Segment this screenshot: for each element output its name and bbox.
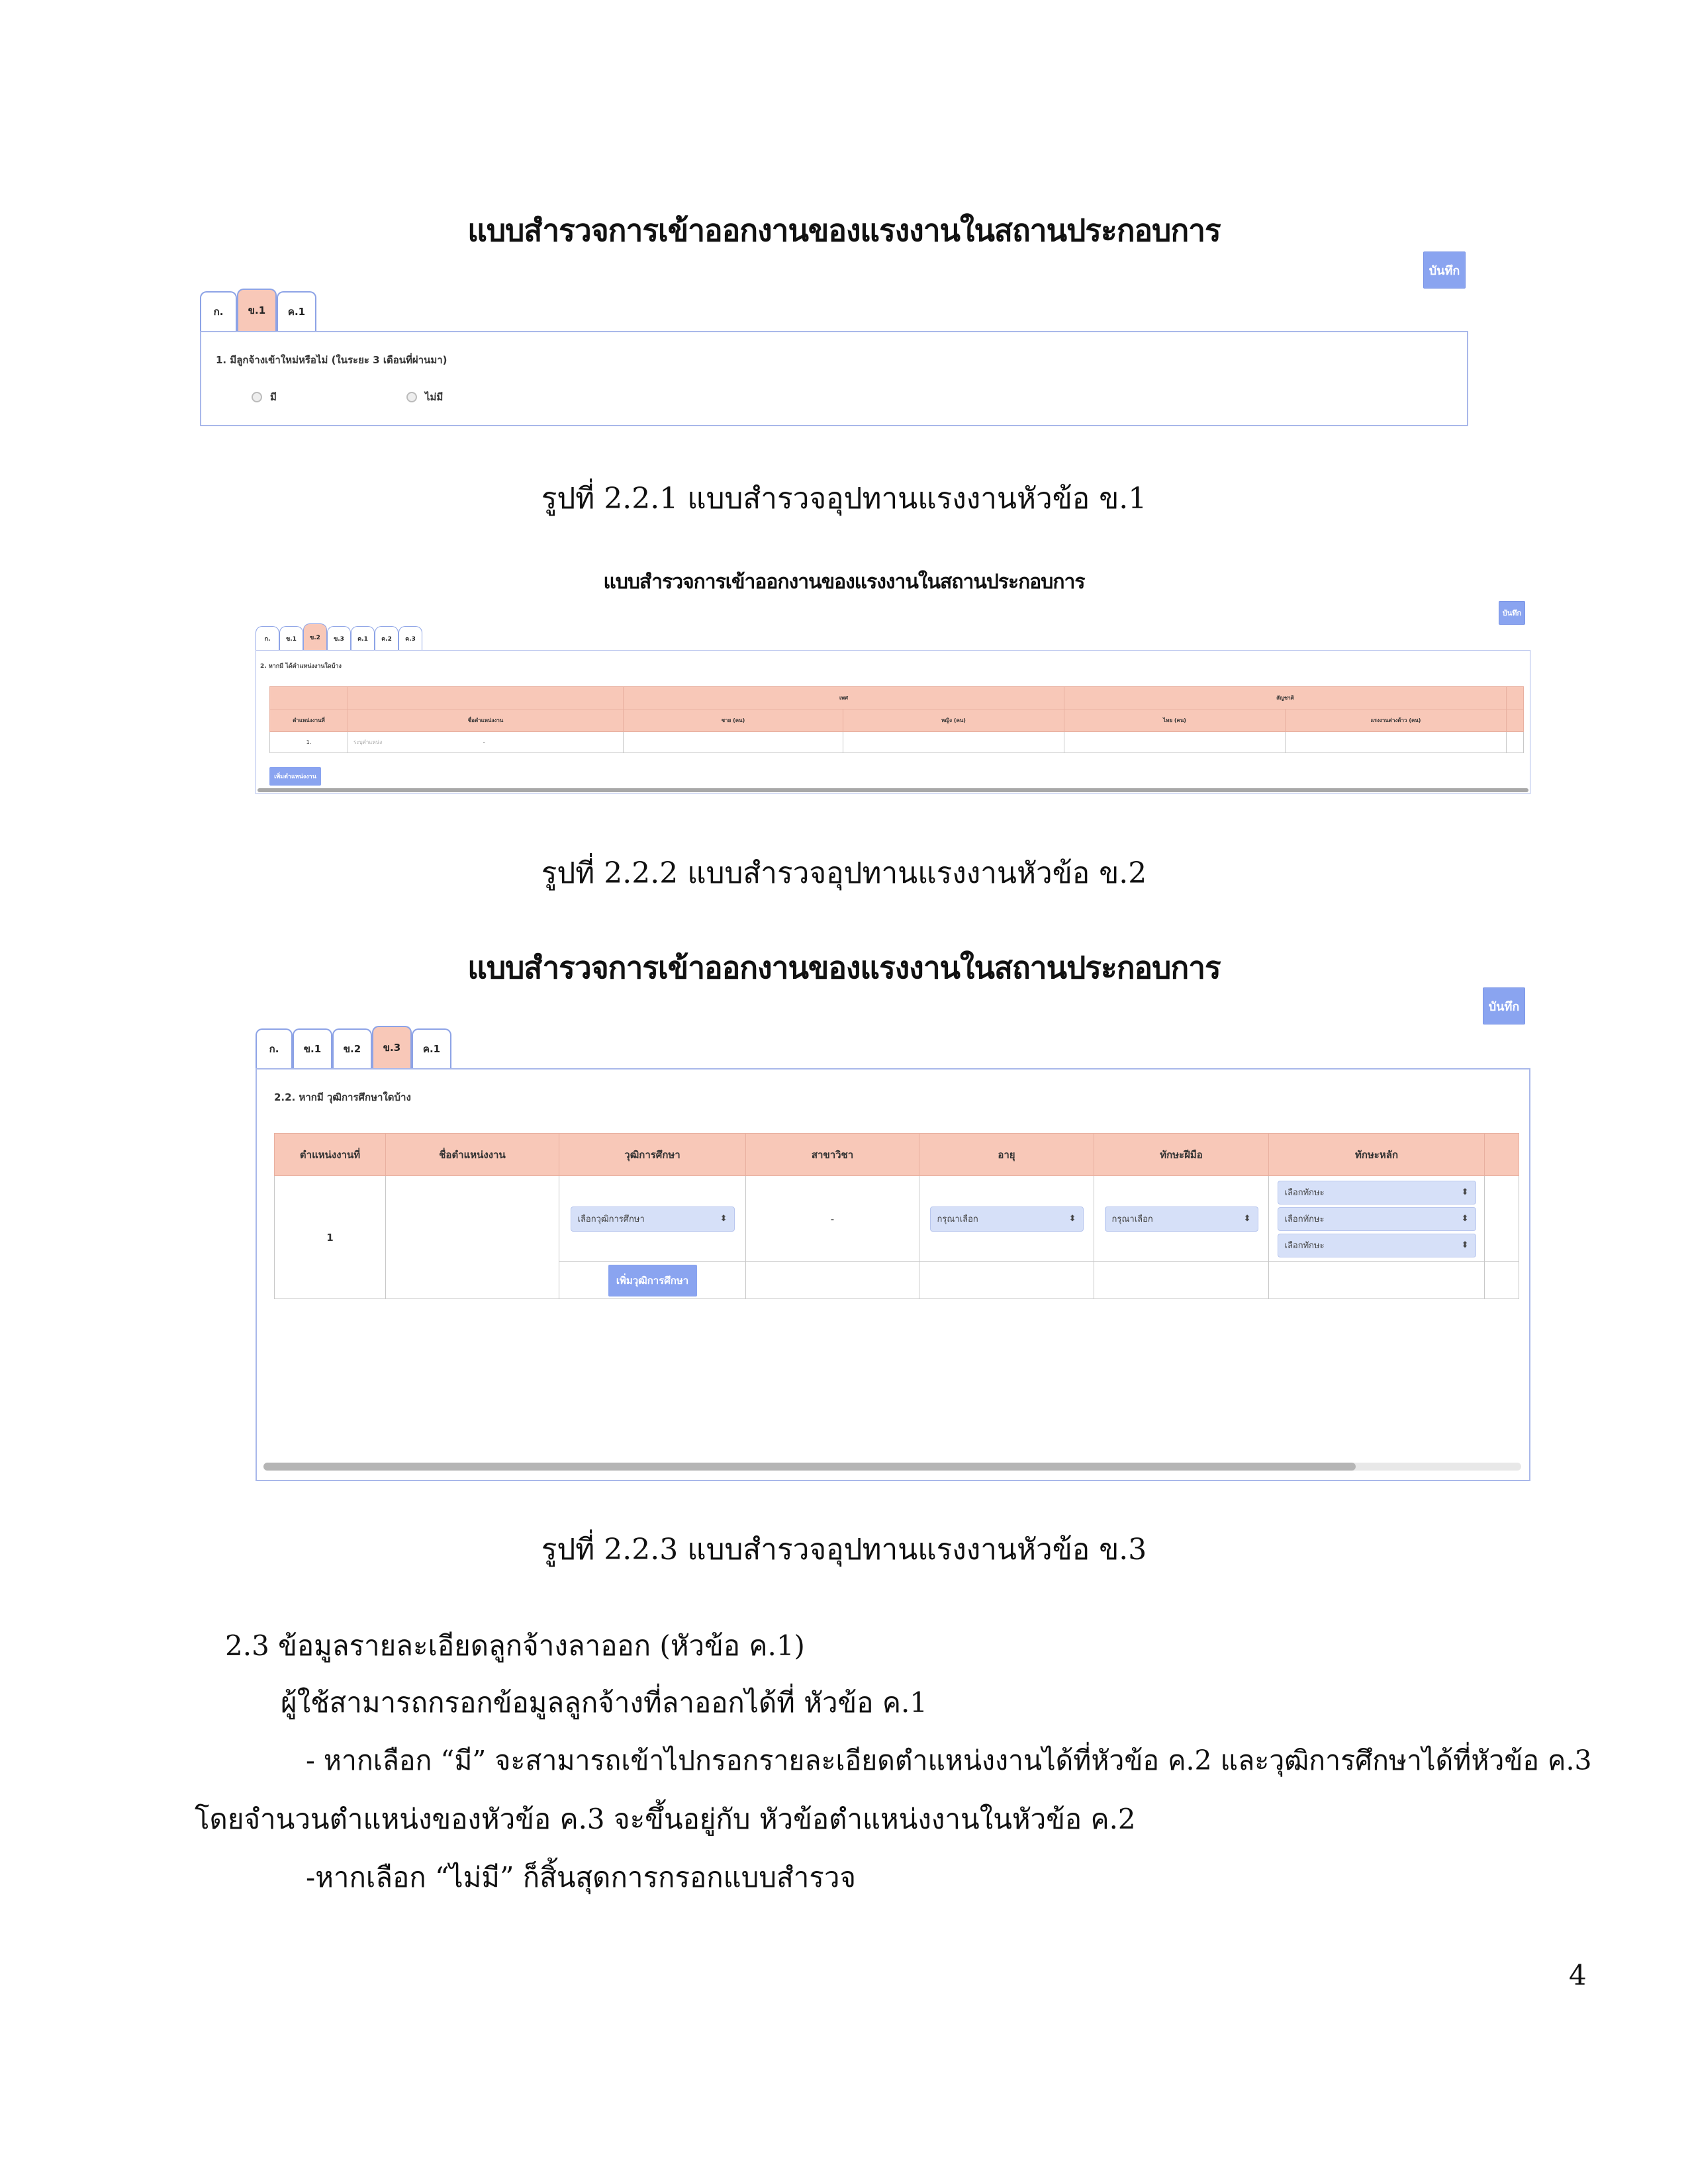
radio-no[interactable] (406, 392, 417, 402)
fig2-tab-k[interactable]: ก. (256, 626, 279, 650)
table-row (270, 732, 1524, 753)
fig2-th-foreign: แรงงานต่างด้าว (คน) (1286, 709, 1507, 732)
fig3-th-blank (1485, 1134, 1519, 1176)
fig2-th-male: ชาย (คน) (624, 709, 843, 732)
fig2-male-input[interactable] (624, 732, 843, 753)
fig3-major-cell: - (746, 1176, 919, 1262)
fig3-th-position-no: ตำแหน่งงานที่ (275, 1134, 386, 1176)
fig2-th-gender: เพศ (624, 687, 1064, 709)
section-line-4: -หากเลือก “ไม่มี” ก็สิ้นสุดการกรอกแบบสำรวจ (306, 1861, 857, 1893)
fig2-tab-bar (256, 623, 422, 650)
fig2-tab-c2[interactable]: ค.2 (375, 626, 399, 650)
fig3-tab-kh2[interactable]: ข.2 (332, 1028, 372, 1068)
fig3-row-blank (1485, 1176, 1519, 1262)
select-arrows-icon: ⬍ (1461, 1214, 1469, 1224)
fig2-tab-c3[interactable]: ค.3 (399, 626, 422, 650)
core-skill-value: เลือกทักษะ (1284, 1214, 1325, 1224)
fig3-scroll-thumb[interactable] (263, 1463, 1356, 1471)
fig2-thai-input[interactable] (1064, 732, 1286, 753)
table-row (275, 1176, 1519, 1262)
fig3-education-cell (559, 1176, 746, 1262)
fig2-foreign-input[interactable] (1286, 732, 1507, 753)
fig3-panel (256, 1068, 1530, 1481)
fig3-core-skill-select-1[interactable] (1278, 1181, 1476, 1205)
fig2-add-position-button[interactable]: เพิ่มตำแหน่งงาน (269, 767, 321, 786)
fig3-blank-d (1269, 1262, 1485, 1299)
fig2-tab-kh3[interactable]: ข.3 (327, 626, 351, 650)
fig3-table (274, 1133, 1519, 1299)
fig2-save-button[interactable]: บันทึก (1499, 601, 1525, 625)
fig1-question: 1. มีลูกจ้างเข้าใหม่หรือไม่ (ในระยะ 3 เดือนที่ผ่านมา) (216, 354, 447, 366)
fig2-th-blank4 (1507, 709, 1524, 732)
fig2-female-input[interactable] (843, 732, 1064, 753)
fig3-core-skill-select-2[interactable] (1278, 1207, 1476, 1231)
fig2-th-position-name: ชื่อตำแหน่งงาน (348, 709, 624, 732)
fig2-caption: รูปที่ 2.2.2 แบบสำรวจอุปทานแรงงานหัวข้อ ข.2 (541, 856, 1147, 890)
fig3-th-age: อายุ (919, 1134, 1094, 1176)
fig2-tab-kh1[interactable]: ข.1 (279, 626, 303, 650)
fig2-th-blank1 (270, 687, 348, 709)
fig1-save-button[interactable]: บันทึก (1423, 251, 1466, 289)
fig3-tab-c1[interactable]: ค.1 (412, 1028, 451, 1068)
select-arrows-icon: ⬍ (1461, 1187, 1469, 1197)
fig2-form-title: แบบสำรวจการเข้าออกงานของแรงงานในสถานประกอบการ (603, 570, 1085, 594)
fig1-tab-kh1-c[interactable]: ค.1 (277, 291, 316, 331)
fig3-tab-bar (256, 1026, 451, 1068)
fig3-th-position-name: ชื่อตำแหน่งงาน (386, 1134, 559, 1176)
core-skill-value: เลือกทักษะ (1284, 1241, 1325, 1251)
fig3-blank-e (1485, 1262, 1519, 1299)
fig3-th-skill: ทักษะฝีมือ (1094, 1134, 1269, 1176)
fig3-tab-kh1[interactable]: ข.1 (293, 1028, 332, 1068)
fig2-scrollbar[interactable] (258, 788, 1528, 792)
fig3-question: 2.2. หากมี วุฒิการศึกษาใดบ้าง (274, 1091, 411, 1103)
fig2-th-blank3 (1507, 687, 1524, 709)
fig2-position-placeholder: ระบุตำแหน่ง (353, 739, 383, 745)
fig3-tab-kh3[interactable]: ข.3 (372, 1026, 412, 1068)
fig2-panel (256, 650, 1530, 794)
fig3-skill-cell (1094, 1176, 1269, 1262)
select-arrows-icon: ⬍ (720, 1214, 727, 1224)
section-line-1: ผู้ใช้สามารถกรอกข้อมูลลูกจ้างที่ลาออกได้ที่ หัวข้อ ค.1 (281, 1686, 928, 1719)
page-number: 4 (1569, 1959, 1587, 1991)
fig2-th-thai: ไทย (คน) (1064, 709, 1286, 732)
select-arrows-icon: ⬍ (1068, 1214, 1076, 1224)
fig2-th-nationality: สัญชาติ (1064, 687, 1507, 709)
fig3-blank-a (746, 1262, 919, 1299)
fig3-education-select[interactable] (571, 1206, 735, 1232)
fig1-tab-bar (200, 289, 316, 331)
fig1-option-yes[interactable] (252, 389, 277, 405)
fig3-th-education: วุฒิการศึกษา (559, 1134, 746, 1176)
fig3-th-core-skill: ทักษะหลัก (1269, 1134, 1485, 1176)
fig3-skill-select[interactable] (1105, 1206, 1258, 1232)
fig1-form-title: แบบสำรวจการเข้าออกงานของแรงงานในสถานประกอบการ (467, 212, 1221, 248)
fig3-add-edu-cell (559, 1262, 746, 1299)
fig3-blank-c (1094, 1262, 1269, 1299)
fig3-scrollbar[interactable] (263, 1463, 1521, 1471)
fig1-caption: รูปที่ 2.2.1 แบบสำรวจอุปทานแรงงานหัวข้อ ข.1 (541, 482, 1147, 516)
select-arrows-icon: ⬍ (1243, 1214, 1251, 1224)
select-arrows-icon: ⬍ (1461, 1240, 1469, 1250)
fig3-row-num: 1 (275, 1176, 386, 1299)
option-no-label: ไม่มี (425, 391, 444, 403)
fig3-education-select-value: เลือกวุฒิการศึกษา (577, 1214, 645, 1224)
core-skill-value: เลือกทักษะ (1284, 1188, 1325, 1198)
fig1-tab-k[interactable]: ก. (200, 291, 237, 331)
fig2-dash: - (483, 739, 485, 745)
fig1-tab-kh1[interactable]: ข.1 (237, 289, 277, 331)
fig3-save-button[interactable]: บันทึก (1483, 987, 1525, 1024)
fig2-th-position-no: ตำแหน่งงานที่ (270, 709, 348, 732)
fig3-th-major: สาขาวิชา (746, 1134, 919, 1176)
fig3-skill-select-value: กรุณาเลือก (1111, 1214, 1153, 1224)
fig3-add-education-button[interactable]: เพิ่มวุฒิการศึกษา (608, 1265, 697, 1297)
fig2-row-num: 1. (270, 732, 348, 753)
section-line-2: - หากเลือก “มี” จะสามารถเข้าไปกรอกรายละเอียดตำแหน่งงานได้ที่หัวข้อ ค.2 และวุฒิการศึกษาได้ที่หัวข้อ ค.3 (306, 1745, 1592, 1776)
fig2-position-input[interactable] (348, 732, 624, 753)
fig2-table (269, 686, 1524, 753)
radio-yes[interactable] (252, 392, 262, 402)
section-line-3: โดยจำนวนตำแหน่งของหัวข้อ ค.3 จะขึ้นอยู่กับ หัวข้อตำแหน่งงานในหัวข้อ ค.2 (195, 1803, 1136, 1835)
section-heading: 2.3 ข้อมูลรายละเอียดลูกจ้างลาออก (หัวข้อ ค.1) (225, 1629, 805, 1662)
fig3-age-cell (919, 1176, 1094, 1262)
fig3-age-select-value: กรุณาเลือก (937, 1214, 978, 1224)
fig3-core-skill-cell (1269, 1176, 1485, 1262)
option-yes-label: มี (270, 391, 277, 403)
fig2-question: 2. หากมี ได้ตำแหน่งงานใดบ้าง (260, 663, 342, 670)
fig3-form-title: แบบสำรวจการเข้าออกงานของแรงงานในสถานประกอบการ (467, 950, 1221, 985)
fig2-row-blank (1507, 732, 1524, 753)
fig2-tab-c1[interactable]: ค.1 (351, 626, 375, 650)
fig3-blank-b (919, 1262, 1094, 1299)
fig3-tab-k[interactable]: ก. (256, 1028, 293, 1068)
fig2-th-female: หญิง (คน) (843, 709, 1064, 732)
fig3-position-name-cell (386, 1176, 559, 1299)
fig1-option-no[interactable] (406, 389, 443, 405)
fig2-tab-kh2[interactable]: ข.2 (303, 623, 327, 650)
fig1-panel (200, 331, 1468, 426)
fig3-caption: รูปที่ 2.2.3 แบบสำรวจอุปทานแรงงานหัวข้อ ข.3 (541, 1533, 1147, 1567)
fig2-th-blank2 (348, 687, 624, 709)
fig3-core-skill-select-3[interactable] (1278, 1234, 1476, 1257)
fig3-age-select[interactable] (930, 1206, 1084, 1232)
fig2-scroll-thumb[interactable] (258, 788, 1528, 792)
